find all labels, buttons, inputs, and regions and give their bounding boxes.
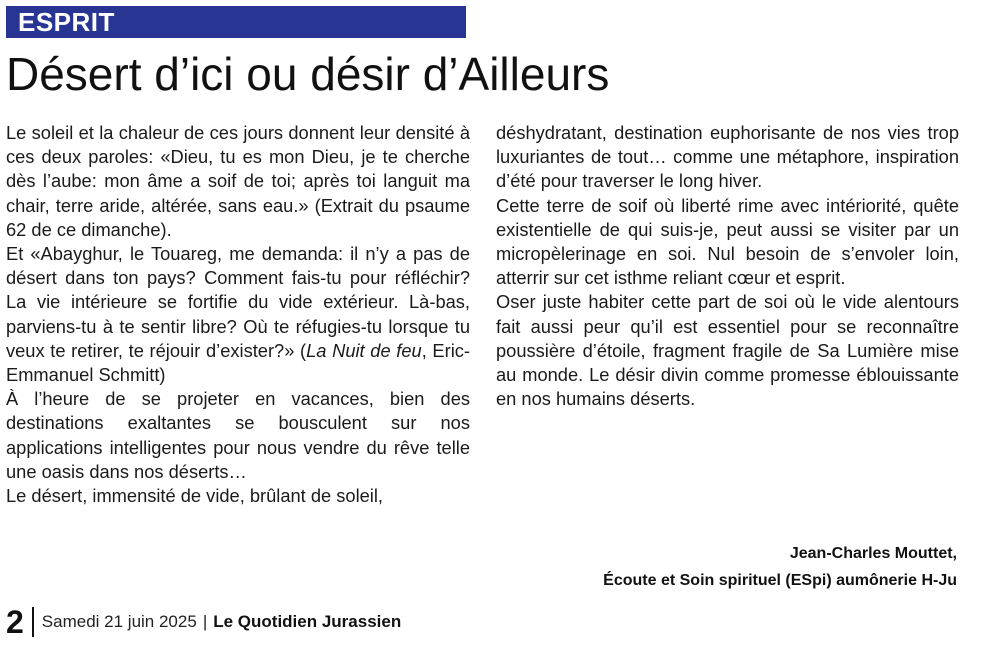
paragraph: Le soleil et la chaleur de ces jours donnent leur densité à ces deux paroles: «Dieu, tu es mon Dieu, je te cherche dès l’aube: mon âme a soif de toi; après toi languit ma chair, terre aride, altérée, sans eau.» (Extrait du psaume 62 de ce dimanche). (6, 122, 470, 240)
paragraph-text: , Eric-Emmanuel Schmitt) (6, 339, 471, 386)
article-column-left (6, 121, 470, 508)
article-column-right (496, 121, 959, 411)
footer-separator: | (202, 612, 208, 631)
author-signature (603, 540, 957, 594)
paragraph: Oser juste habiter cette part de soi où le vide alentours fait aussi peur qu’il est essentiel pour se reconnaître poussière d’étoile, fragment fragile de Sa Lumière mise au monde. Le désir divin comme promesse éblouissante en nos humains déserts. (496, 291, 959, 410)
issue-date: Samedi 21 juin 2025 (41, 612, 197, 631)
paragraph: déshydratant, destination euphorisante de nos vies trop luxuriantes de tout… comme une métaphore, inspiration d’été pour traverser le long hiver. (496, 122, 959, 192)
article-headline: Désert d’ici ou désir d’Ailleurs (6, 48, 610, 100)
author-role: Écoute et Soin spirituel (ESpi) aumônerie H-Ju (603, 572, 957, 589)
paragraph: Cette terre de soif où liberté rime avec intériorité, quête existentielle de qui suis-je, peut aussi se visiter par un micropèlerinage en soi. Nul besoin de s’envoler loin, atterrir sur cet isthme reliant cœur et esprit. (496, 194, 959, 289)
footer-divider (32, 607, 34, 637)
paragraph-text: Et «Abayghur, le Touareg, me demanda: il n’y a pas de désert dans ton pays? Comment fais-tu pour réfléchir? La vie intérieure se fortifie du vide extérieur. Là-bas, parviens-tu à te sentir libre? Où te réfugies-tu lorsque tu veux te retirer, te réjouir d’exister?» ( (6, 243, 470, 361)
paragraph: À l’heure de se projeter en vacances, bien des destinations exaltantes se bousculent sur nos applications intelligentes pour nous vendre du rêve telle une oasis dans nos déserts… (6, 388, 470, 482)
page-number: 2 (6, 604, 24, 640)
paragraph: Le désert, immensité de vide, brûlant de soleil, (6, 485, 383, 507)
section-rubric: ESPRIT (6, 6, 466, 38)
page-footer (6, 604, 401, 640)
author-name: Jean-Charles Mouttet, (789, 545, 957, 562)
newspaper-name: Le Quotidien Jurassien (213, 612, 402, 631)
paragraph (6, 242, 470, 387)
book-title: La Nuit de feu (306, 339, 422, 361)
